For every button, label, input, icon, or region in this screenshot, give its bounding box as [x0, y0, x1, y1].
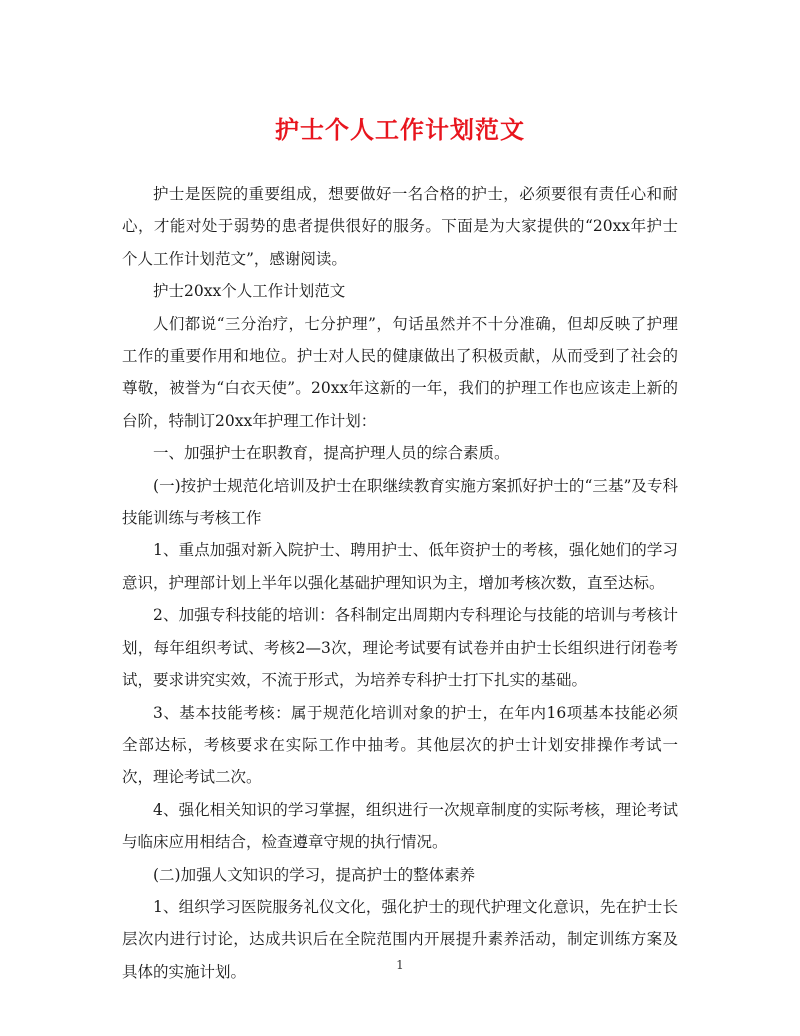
list-item-4: 4、强化相关知识的学习掌握，组织进行一次规章制度的实际考核，理论考试与临床应用相结合，检查遵章守规的执行情况。	[122, 800, 678, 852]
subsection-heading-2: (二)加强人文知识的学习，提高护士的整体素养	[153, 865, 476, 884]
paragraph-intro: 护士是医院的重要组成，想要做好一名合格的护士，必须要很有责任心和耐心，才能对处于弱势的患者提供很好的服务。下面是为大家提供的“20xx年护士个人工作计划范文”，感谢阅读。	[122, 185, 678, 268]
list-item-2: 2、加强专科技能的培训：各科制定出周期内专科理论与技能的培训与考核计划，每年组织考试、考核2—3次，理论考试要有试卷并由护士长组织进行闭卷考试，要求讲究实效，不流于形式，为培养专科护士打下扎实的基础。	[122, 606, 678, 690]
subsection-heading-1: (一)按护士规范化培训及护士在职继续教育实施方案抓好护士的“三基”及专科技能训练与考核工作	[122, 476, 678, 528]
paragraph-subtitle: 护士20xx个人工作计划范文	[153, 282, 346, 301]
document-title: 护士个人工作计划范文	[275, 115, 525, 144]
list-item-1: 1、重点加强对新入院护士、聘用护士、低年资护士的考核，强化她们的学习意识，护理部计划上半年以强化基础护理知识为主，增加考核次数，直至达标。	[122, 541, 678, 592]
section-heading-1: 一、加强护士在职教育，提高护理人员的综合素质。	[153, 444, 510, 463]
page-number: 1	[396, 958, 404, 972]
document-body	[122, 178, 678, 988]
list-item-3: 3、基本技能考核：属于规范化培训对象的护士，在年内16项基本技能必须全部达标，考核要求在实际工作中抽考。其他层次的护士计划安排操作考试一次，理论考试二次。	[122, 703, 678, 787]
list-item-5: 1、组织学习医院服务礼仪文化，强化护士的现代护理文化意识，先在护士长层次内进行讨论，达成共识后在全院范围内开展提升素养活动，制定训练方案及具体的实施计划。	[122, 897, 678, 981]
paragraph-preface: 人们都说“三分治疗，七分护理”，句话虽然并不十分准确，但却反映了护理工作的重要作用和地位。护士对人民的健康做出了积极贡献，从而受到了社会的尊敬，被誉为“白衣天使”。20xx年这新的一年，我们的护理工作也应该走上新的台阶，特制订20xx年护理工作计划：	[122, 314, 678, 430]
